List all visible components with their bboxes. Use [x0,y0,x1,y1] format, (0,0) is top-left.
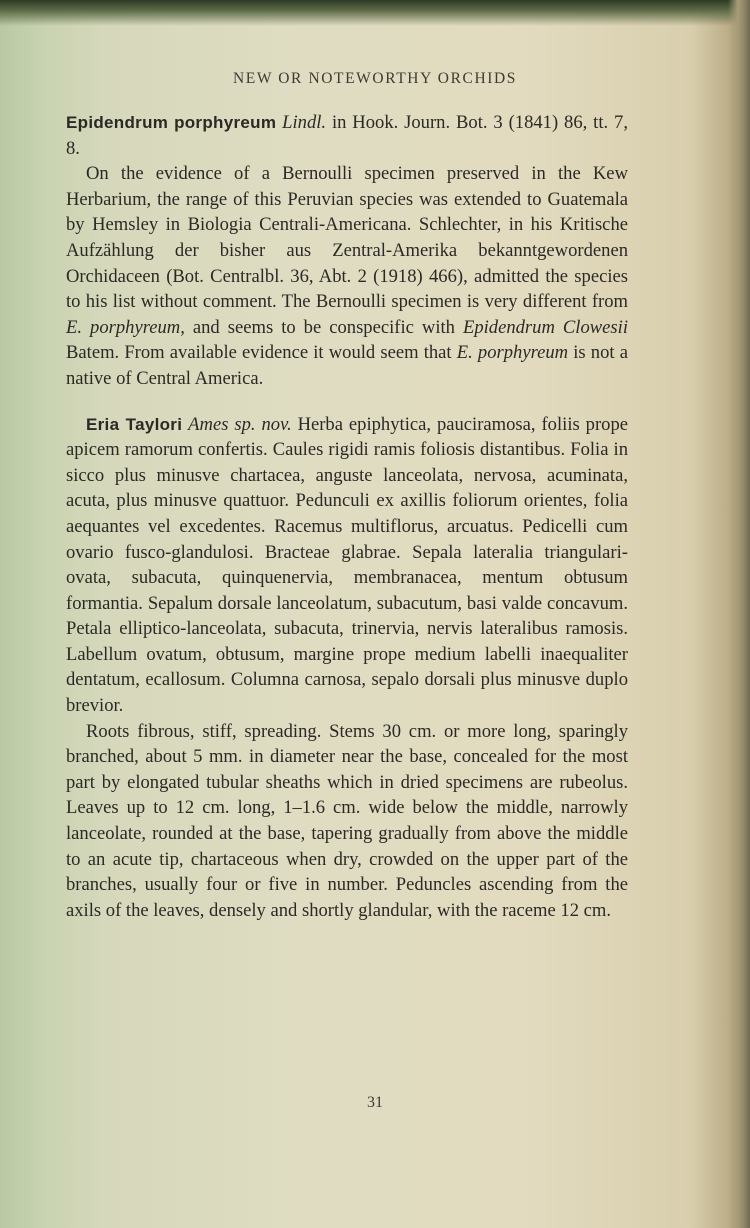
eria-author-note: Ames sp. nov. [188,413,292,435]
epidendrum-discussion: On the evidence of a Bernoulli specimen preserved in the Kew Herbarium, the range of this Peruvian species was extended to Guatemala by Hemsley in Biologia Centrali-Americana. Schlechter, in his Kritische Aufzählung der bisher aus Zentral-Amerika bekanntgewordenen Orchidaceen (Bot. Centralbl. 36, Abt. 2 (1918) 466), admitted the species to his list without comment. The Bernoulli specimen is very different from E. porphyreum, and seems to be conspecific with Epidendrum Clowesii Batem. From available evidence it would seem that E. porphyreum is not a native of Central America. [66,163,628,389]
epidendrum-genus: Epidendrum [66,113,169,132]
eria-english-description: Roots fibrous, stiff, spreading. Stems 30 cm. or more long, sparingly branched, about 5 mm. in diameter near the base, concealed for the most part by elongated tubular sheaths which in dried specimens are rubeolus. Leaves up to 12 cm. long, 1–1.6 cm. wide below the middle, narrowly lanceolate, rounded at the base, tapering gradually from above the middle to an acute tip, chartaceous when dry, crowded on the upper part of the branches, usually four or five in number. Peduncles ascending from the axils of the leaves, densely and shortly glandular, with the raceme 12 cm. [66,720,628,921]
running-head: NEW OR NOTEWORTHY ORCHIDS [232,70,518,87]
epidendrum-citation [66,110,628,161]
epidendrum-citation-text: in Hook. Journ. Bot. 3 (1841) 86, tt. 7, 8. [66,112,628,159]
page-gutter-edge [728,0,750,1228]
page-top-shadow [0,0,750,26]
epidendrum-species: porphyreum [174,113,277,132]
eria-latin-description [66,412,628,719]
epidendrum-author: Lindl. [282,112,327,133]
page-body [66,110,628,923]
eria-latin-text: Herba epiphytica, pauciramosa, foliis prope apicem ramorum confertis. Caules rigidi ramis foliosis distantibus. Folia in sicco plus minusve chartacea, anguste lanceolata, nervosa, acuminata, acuta, plus minusve quattuor. Pedunculi ex axillis foliorum orientes, folia aequantes vel excedentes. Racemus multiflorus, arcuatus. Pedicelli cum ovario fusco-glandulosi. Bracteae glabrae. Sepala lateralia triangulari-ovata, subacuta, quinquenervia, membranacea, mentum obtusum formantia. Sepalum dorsale lanceolatum, subacutum, basi valde concavum. Petala elliptico-lanceolata, subacuta, trinervia, nervis lateralibus ramosis. Labellum ovatum, obtusum, margine prope medium labelli inaequaliter dentatum, ecallosum. Columna carnosa, sepalo dorsali plus minusve duplo brevior. [66,413,628,717]
page-number: 31 [367,1094,383,1111]
eria-name: Eria Taylori [86,414,183,434]
section-gap [66,392,628,412]
